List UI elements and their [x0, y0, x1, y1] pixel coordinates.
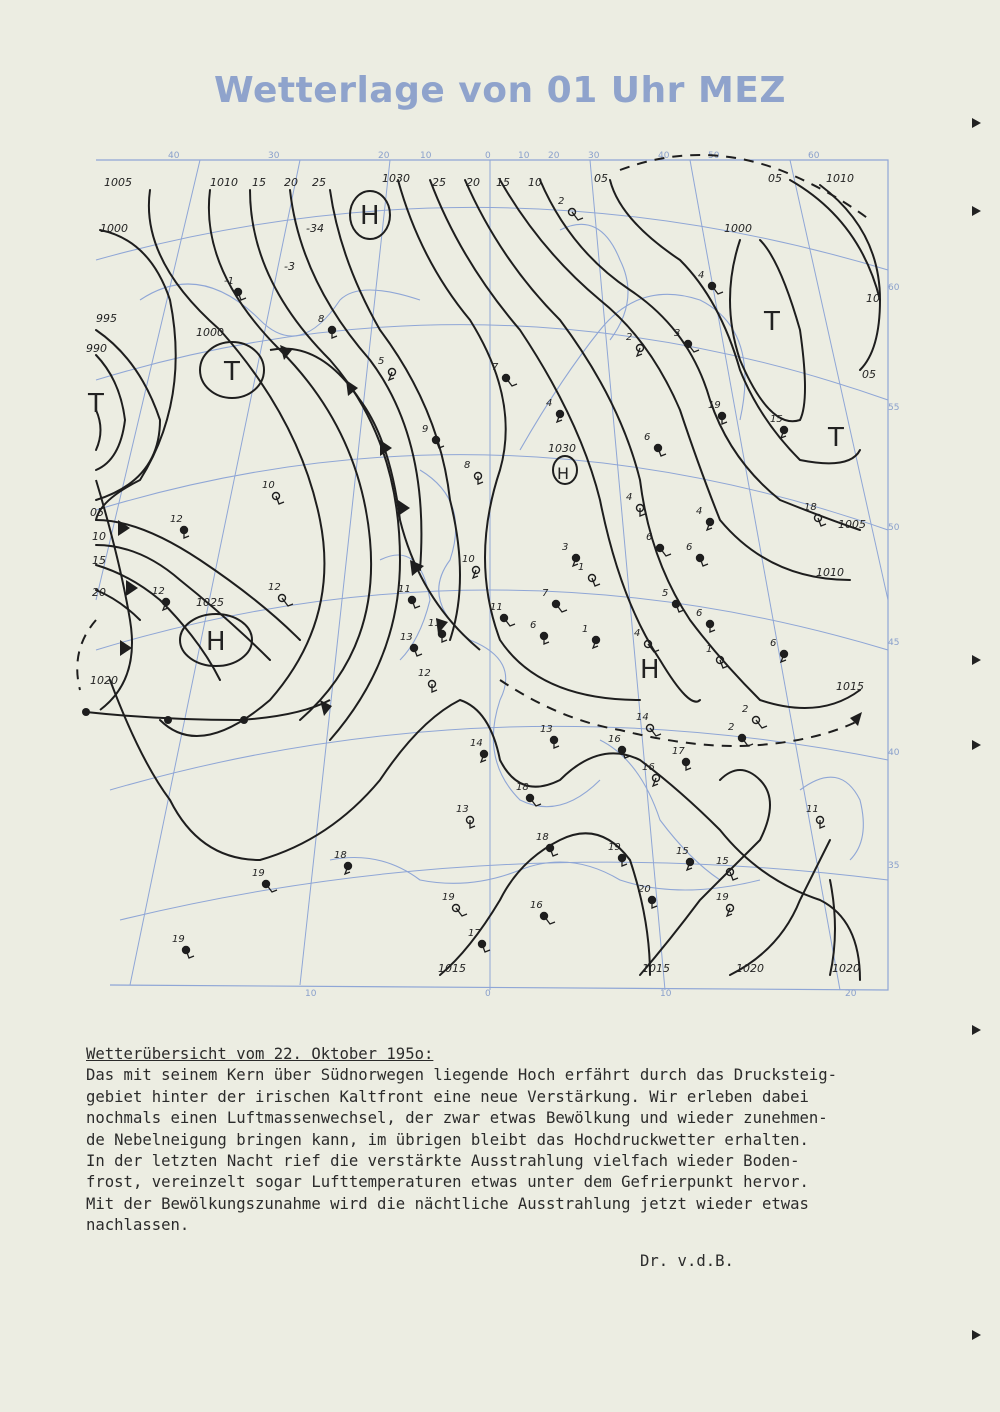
station-plot: [770, 414, 788, 438]
station-plot: [334, 850, 352, 874]
station-plot: [578, 562, 600, 586]
station-temperature: 2: [742, 704, 749, 715]
isobar-label: 25: [432, 176, 446, 189]
wind-barb: [456, 908, 467, 916]
station-temperature: 14: [636, 712, 649, 723]
station-temperature: 12: [268, 582, 281, 593]
isobar-label: 20: [92, 586, 106, 599]
station-plot: [252, 868, 277, 892]
station-temperature: 6: [770, 638, 777, 649]
isobar-label: 05: [594, 172, 608, 185]
isobar-label: 1010: [816, 566, 844, 579]
station-temperature: 1: [582, 624, 589, 635]
station-temperature: 15: [716, 856, 729, 867]
station-plot: [706, 644, 728, 668]
wind-barb: [282, 598, 293, 606]
station-temperature: 10: [462, 554, 475, 565]
wind-barb: [504, 618, 515, 626]
grid-label-top: 10: [420, 151, 432, 161]
wind-barb: [572, 212, 583, 220]
report-line: frost, vereinzelt sogar Lufttemperaturen etwas unter dem Gefrierpunkt hervor.: [86, 1173, 809, 1192]
report-heading: Wetterübersicht vom 22. Oktober 195o:: [86, 1045, 434, 1063]
station-temperature: 2: [728, 722, 735, 733]
wind-barb: [742, 738, 753, 746]
wind-barb: [556, 604, 567, 612]
cold-front: [82, 345, 862, 726]
station-temperature: 4: [696, 506, 703, 517]
low-center-label: T: [88, 389, 104, 419]
grid-label-right: 50: [888, 523, 900, 533]
report-line: gebiet hinter der irischen Kaltfront eine neue Verstärkung. Wir erleben dabei: [86, 1087, 809, 1106]
station-temperature: 19: [708, 400, 721, 411]
station-plot: [582, 624, 600, 648]
station-temperature: 8: [318, 314, 325, 325]
isobar-label: 1025: [196, 596, 224, 609]
station-temperature: 10: [262, 480, 275, 491]
low-center-label: T: [828, 423, 844, 453]
station-plot: [636, 712, 661, 736]
station-temperature: 12: [418, 668, 431, 679]
station-plot: [470, 738, 488, 762]
station-plot: [642, 762, 660, 786]
station-temperature: 13: [400, 632, 413, 643]
station-plot: [400, 632, 422, 656]
low-center-label: T: [764, 307, 780, 337]
isobar-label: 1030: [548, 442, 576, 455]
wind-barb: [266, 884, 277, 892]
report-line: nachlassen.: [86, 1216, 190, 1235]
grid-label-bottom: 0: [485, 989, 491, 999]
isobar-label: 1020: [736, 962, 764, 975]
station-plot: [170, 514, 189, 538]
grid-label-top: 20: [548, 151, 560, 161]
station-plot: [634, 628, 659, 652]
station-temperature: 17: [672, 746, 685, 757]
isobar-label: 1020: [90, 674, 118, 687]
isobar-label: 10: [528, 176, 542, 189]
station-plot: [172, 934, 194, 958]
station-temperature: 12: [152, 586, 165, 597]
grid-label-bottom: 10: [305, 989, 317, 999]
station-temperature: 5: [662, 588, 669, 599]
weather-report: [86, 1044, 916, 1237]
lat-lon-grid: [96, 160, 888, 990]
grid-label-top: 40: [168, 151, 180, 161]
station-temperature: 20: [638, 884, 651, 895]
high-center-label: H: [206, 627, 226, 657]
grid-label-top: 30: [588, 151, 600, 161]
grid-label-top: 40: [658, 151, 670, 161]
station-temperature: 13: [540, 724, 553, 735]
station-temperature: 12: [170, 514, 183, 525]
station-plot: [644, 432, 666, 456]
station-plot: [540, 724, 559, 748]
grid-label-right: 55: [888, 403, 900, 413]
station-temperature: 4: [634, 628, 641, 639]
grid-label-right: 45: [888, 638, 900, 648]
station-temperature: 4: [546, 398, 553, 409]
isobar-label: 1030: [382, 172, 410, 185]
coastlines: [140, 224, 863, 890]
station-plot: [530, 900, 555, 924]
isobar-label: 1015: [438, 962, 466, 975]
station-plot: [676, 846, 694, 870]
wind-barb: [660, 548, 671, 556]
isobar-label: -3: [284, 260, 295, 273]
pressure-centers: [87, 191, 844, 685]
station-temperature: 7: [492, 362, 499, 373]
report-line: nochmals einen Luftmassenwechsel, der zwar etwas Bewölkung und wieder zunehmen-: [86, 1109, 828, 1128]
station-temperature: 16: [530, 900, 543, 911]
station-plot: [418, 668, 437, 692]
grid-label-right: 35: [888, 861, 900, 871]
isobar-label: 15: [496, 176, 510, 189]
grid-label-top: 30: [268, 151, 280, 161]
station-plot: [462, 554, 480, 578]
station-plot: [546, 398, 564, 422]
margin-mark: [972, 1025, 981, 1035]
isobar-label: 20: [284, 176, 298, 189]
station-temperature: 18: [516, 782, 529, 793]
station-plot: [558, 196, 583, 220]
station-temperature: 1: [578, 562, 585, 573]
station-temperature: 4: [698, 270, 705, 281]
station-plot: [696, 506, 714, 530]
grid-label-top: 60: [808, 151, 820, 161]
report-line: Das mit seinem Kern über Südnorwegen liegende Hoch erfährt durch das Drucksteig-: [86, 1066, 838, 1085]
high-center-label: H: [640, 655, 660, 685]
station-plot: [318, 314, 337, 338]
station-temperature: 16: [608, 734, 621, 745]
grid-label-bottom: 10: [660, 989, 672, 999]
station-plot: [468, 928, 490, 952]
station-plot: [516, 782, 541, 806]
grid-labels: [168, 151, 900, 999]
station-temperature: 6: [646, 532, 653, 543]
isobar-label: 10: [866, 292, 880, 305]
station-temperature: 1: [706, 644, 713, 655]
station-temperature: 19: [442, 892, 455, 903]
isobar-label: 990: [86, 342, 107, 355]
station-temperature: 3: [674, 328, 681, 339]
station-plot: [716, 856, 738, 880]
station-temperature: 18: [536, 832, 549, 843]
station-temperature: 6: [644, 432, 651, 443]
station-plot: [398, 584, 420, 608]
grid-label-top: 0: [485, 151, 491, 161]
station-temperature: 11: [428, 618, 441, 629]
report-line: de Nebelneigung bringen kann, im übrigen bleibt das Hochdruckwetter erhalten.: [86, 1130, 809, 1149]
high-center-label: H: [360, 201, 380, 231]
station-plot: [562, 542, 580, 566]
isobar-label: 1010: [826, 172, 854, 185]
station-plot: [696, 608, 715, 632]
station-temperature: 11: [806, 804, 819, 815]
wind-barb: [756, 720, 767, 728]
station-temperature: 13: [456, 804, 469, 815]
isobar-label: 1000: [100, 222, 128, 235]
isobar-label: 25: [312, 176, 326, 189]
station-plot: [672, 746, 691, 770]
isobar-label: 1000: [724, 222, 752, 235]
station-temperature: 19: [252, 868, 265, 879]
station-temperature: 16: [642, 762, 655, 773]
dashed-lines: [77, 155, 870, 746]
station-temperature: 18: [334, 850, 347, 861]
station-temperature: 2: [558, 196, 565, 207]
margin-mark: [972, 1330, 981, 1340]
report-line: Mit der Bewölkungszunahme wird die nächtliche Ausstrahlung jetzt wieder etwas: [86, 1194, 809, 1213]
station-plot: [224, 276, 246, 300]
station-temperature: 15: [676, 846, 689, 857]
isobar-label: 1005: [104, 176, 132, 189]
station-plot: [464, 460, 483, 484]
station-temperature: 19: [716, 892, 729, 903]
grid-label-top: 20: [378, 151, 390, 161]
map-title: Wetterlage von 01 Uhr MEZ: [214, 70, 786, 111]
station-plot: [456, 804, 475, 828]
station-temperature: 11: [398, 584, 411, 595]
station-temperature: 19: [172, 934, 185, 945]
isobar-label: 15: [92, 554, 106, 567]
grid-label-bottom: 20: [845, 989, 857, 999]
wind-barb: [544, 916, 555, 924]
station-plot: [742, 704, 767, 728]
isobar-label: 20: [466, 176, 480, 189]
station-temperature: 15: [770, 414, 783, 425]
station-temperature: -1: [224, 276, 234, 287]
station-plot: [646, 532, 671, 556]
grid-label-top: 10: [518, 151, 530, 161]
station-plot: [530, 620, 549, 644]
isobar-label: 10: [92, 530, 106, 543]
station-temperature: 17: [468, 928, 481, 939]
station-temperature: 2: [626, 332, 633, 343]
isobar-label: -34: [306, 222, 324, 235]
isobar-label: 1015: [836, 680, 864, 693]
report-line: In der letzten Nacht rief die verstärkte Ausstrahlung vielfach wieder Boden-: [86, 1152, 800, 1171]
station-temperature: 6: [686, 542, 693, 553]
station-plot: [686, 542, 708, 566]
wind-barb: [506, 378, 517, 386]
high-center-label: H: [557, 464, 570, 483]
station-temperature: 6: [696, 608, 703, 619]
station-plot: [728, 722, 753, 746]
isobar-label: 1000: [196, 326, 224, 339]
station-temperature: 6: [530, 620, 537, 631]
station-temperature: 8: [464, 460, 471, 471]
isobar-label: 05: [862, 368, 876, 381]
station-temperature: 5: [378, 356, 385, 367]
grid-label-top: 50: [708, 151, 720, 161]
isobar-label: 15: [252, 176, 266, 189]
station-temperature: 14: [470, 738, 483, 749]
grid-label-right: 40: [888, 748, 900, 758]
station-temperature: 9: [422, 424, 429, 435]
station-temperature: 18: [804, 502, 817, 513]
station-temperature: 4: [626, 492, 633, 503]
isobar-label: 995: [96, 312, 117, 325]
station-temperature: 3: [562, 542, 569, 553]
station-temperature: 11: [490, 602, 503, 613]
station-plot: [262, 480, 284, 504]
isobar-label: 1005: [838, 518, 866, 531]
station-temperature: 7: [542, 588, 549, 599]
isobar-label: 1015: [642, 962, 670, 975]
isobar-label: 05: [90, 506, 104, 519]
low-center-label: T: [224, 357, 240, 387]
isobar-labels: [86, 172, 880, 975]
isobar-label: 1010: [210, 176, 238, 189]
station-temperature: 19: [608, 842, 621, 853]
station-plot: [716, 892, 734, 916]
isobar-label: 1020: [832, 962, 860, 975]
grid-label-right: 60: [888, 283, 900, 293]
isobar-label: 05: [768, 172, 782, 185]
signature: Dr. v.d.B.: [640, 1252, 734, 1270]
station-plot: [268, 582, 293, 606]
station-plot: [442, 892, 467, 916]
station-plots: [152, 196, 826, 958]
